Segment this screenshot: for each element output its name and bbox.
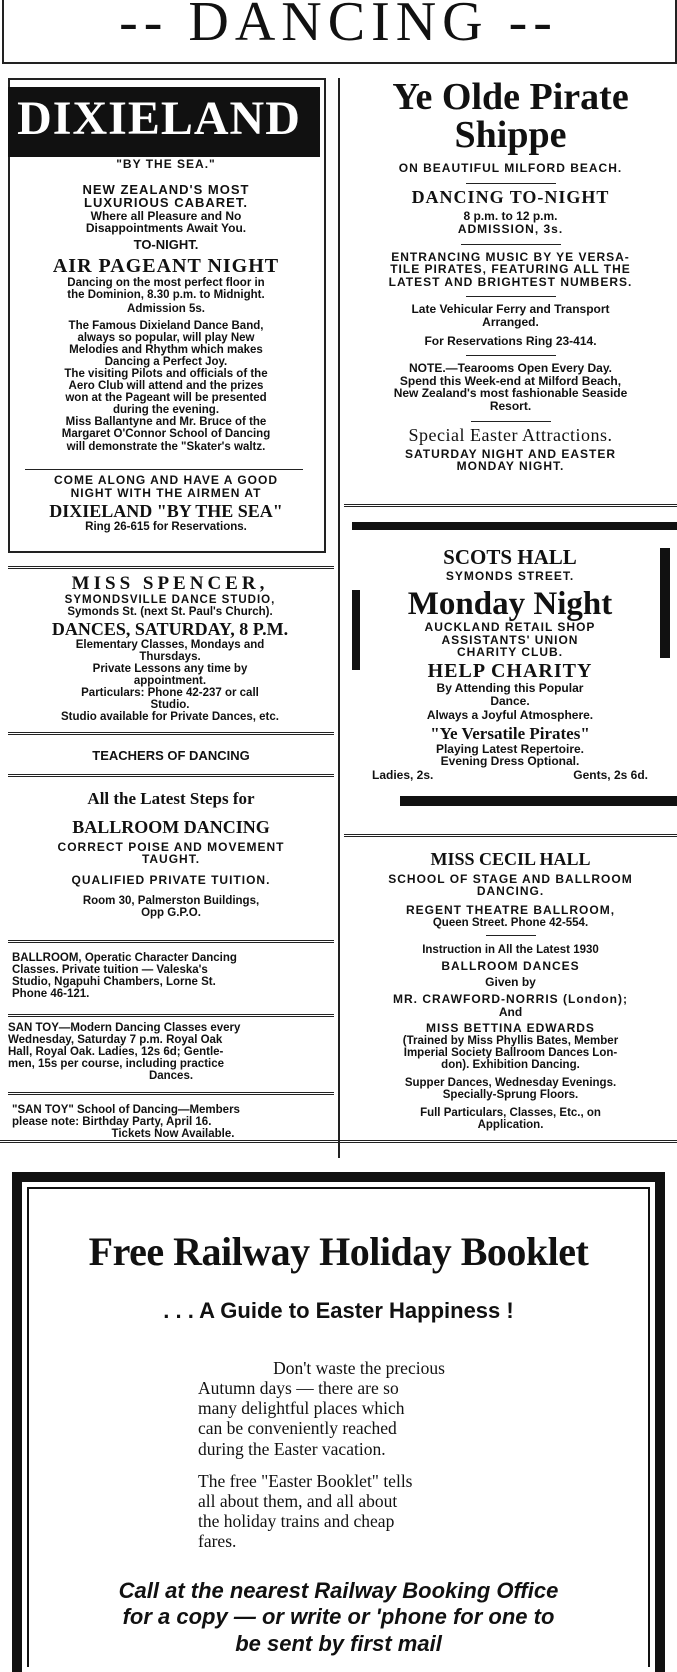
santoy-ad [8, 1022, 334, 1082]
dixieland-intro-2: LUXURIOUS CABARET. [84, 195, 248, 211]
railway-title: Free Railway Holiday Booklet [88, 1229, 589, 1274]
cecil-school-1: SCHOOL OF STAGE AND BALLROOM [388, 871, 633, 886]
scots-border-left [352, 590, 360, 670]
pirate-note-4: Resort. [489, 399, 532, 414]
rule-teachers-top [8, 732, 334, 735]
teachers-ad [8, 790, 334, 919]
spencer-line-6: Studio. [150, 699, 190, 712]
pirate-special: Special Easter Attractions. [408, 424, 613, 445]
santoy-line-4: men, 15s per course, including practice [8, 1058, 225, 1071]
railway-body [198, 1358, 500, 1551]
cecil-school-2: DANCING. [476, 884, 545, 899]
pirate-ferry-2: Arranged. [482, 315, 539, 330]
dixieland-details-2: the Dominion, 8.30 p.m. to Midnight. [67, 288, 265, 301]
scots-help: HELP CHARITY [427, 660, 593, 683]
pirate-note-2: Spend this Week-end at Milford Beach, [399, 373, 622, 388]
pirate-music-1: ENTRANCING MUSIC BY YE VERSA- [391, 249, 630, 264]
scots-repertoire-2: Evening Dress Optional. [440, 754, 580, 769]
dixieland-pilots-1: The visiting Pilots and officials of the [64, 368, 268, 381]
dixieland-event: AIR PAGEANT NIGHT [52, 254, 280, 277]
cecil-trained-3: don). Exhibition Dancing. [441, 1058, 580, 1071]
santoy2-line-2: please note: Birthday Party, April 16. [12, 1116, 212, 1129]
cecil-full-2: Application. [477, 1119, 544, 1132]
dixieland-ballantyne-1: Miss Ballantyne and Mr. Bruce of the [65, 416, 267, 429]
spencer-studio: SYMONDSVILLE DANCE STUDIO, [64, 593, 276, 606]
railway-p2-2: all about them, and all about [198, 1490, 398, 1511]
dixieland-band-2: always so popular, will play New [77, 331, 255, 344]
dixieland-intro-4: Disappointments Await You. [85, 221, 247, 236]
dixieland-intro-1: NEW ZEALAND'S MOST [82, 181, 250, 197]
dixieland-come-2: NIGHT WITH THE AIRMEN AT [70, 485, 262, 500]
pirate-nights-2: MONDAY NIGHT. [456, 459, 565, 474]
railway-p1-2: Autumn days — there are so [198, 1378, 399, 1399]
scots-border-right [660, 548, 670, 658]
railway-subtitle: . . . A Guide to Easter Happiness ! [163, 1298, 514, 1323]
spencer-dances: DANCES, SATURDAY, 8 P.M. [51, 619, 289, 640]
santoy-line-3: Hall, Royal Oak. Ladies, 12s 6d; Gentle- [8, 1046, 224, 1059]
ballroom-line-3: Studio, Ngapuhi Chambers, Lorne St. [12, 976, 216, 989]
scots-hall: SCOTS HALL [443, 545, 577, 569]
column-divider [338, 78, 340, 1158]
dixieland-tagline: "BY THE SEA." [116, 157, 216, 171]
railway-call-1: Call at the nearest Railway Booking Office [118, 1578, 559, 1603]
pirate-nights-1: SATURDAY NIGHT AND EASTER [404, 446, 617, 461]
cecil-supper-1: Supper Dances, Wednesday Evenings. [404, 1076, 617, 1089]
dixieland-band-1: The Famous Dixieland Dance Band, [68, 319, 264, 332]
railway-call-2: for a copy — or write or 'phone for one to [122, 1604, 555, 1630]
teachers-line-3a: CORRECT POISE AND MOVEMENT [57, 839, 285, 854]
pirate-title-1: Ye Olde Pirate [392, 76, 629, 118]
pirate-note-1: NOTE.—Tearooms Open Every Day. [409, 361, 612, 376]
rule-scots-top [344, 504, 677, 507]
dixieland-tonight: TO-NIGHT. [133, 237, 199, 253]
dixieland-venue: DIXIELAND "BY THE SEA" [49, 501, 283, 522]
pirate-dancing: DANCING TO-NIGHT [411, 186, 610, 207]
dixieland-details-1: Dancing on the most perfect floor in [67, 276, 265, 289]
pirate-ferry-1: Late Vehicular Ferry and Transport [411, 302, 610, 317]
santoy2-ad [12, 1104, 334, 1140]
railway-p1-1: Don't waste the precious [273, 1358, 445, 1378]
teachers-line-5b: Opp G.P.O. [141, 906, 201, 919]
railway-p1-4: can be conveniently reached [198, 1418, 397, 1439]
rule-santoy-top [8, 1014, 334, 1017]
scots-attend-1: By Attending this Popular [436, 681, 584, 696]
spencer-line-7: Studio available for Private Dances, etc. [61, 711, 279, 724]
pirate-ad [344, 78, 677, 473]
scots-attend-2: Dance. [490, 693, 530, 708]
scots-street: SYMONDS STREET. [445, 569, 575, 584]
spencer-name: MISS SPENCER, [71, 573, 269, 594]
dixieland-band-4: Dancing a Perfect Joy. [104, 356, 228, 369]
santoy-line-5: Dances. [148, 1070, 194, 1083]
railway-p2-4: fares. [198, 1531, 237, 1551]
cecil-instruction: Instruction in All the Latest 1930 [422, 943, 599, 956]
cecil-crawford: MR. CRAWFORD-NORRIS (London); [393, 991, 628, 1006]
rule-teachers-mid [8, 774, 334, 777]
dixieland-ballantyne-2: Margaret O'Connor School of Dancing [61, 428, 271, 441]
cecil-given: Given by [485, 975, 536, 990]
scots-ad [360, 546, 660, 782]
dixieland-pilots-3: won at the Pageant will be presented [65, 392, 267, 405]
rule-santoy2-top [8, 1092, 334, 1095]
scots-repertoire-1: Playing Latest Repertoire. [435, 741, 585, 756]
dixieland-logo [8, 87, 320, 157]
pirate-title-2: Shippe [454, 114, 567, 156]
santoy2-line-3: Tickets Now Available. [111, 1128, 235, 1141]
dixieland-band-3: Melodies and Rhythm which makes [69, 344, 263, 357]
scots-border-bottom [400, 796, 677, 806]
ballroom-ad [12, 952, 334, 1000]
spencer-line-3: Private Lessons any time by [92, 663, 248, 676]
dixieland-ballantyne-3: will demonstrate the "Skater's waltz. [66, 440, 266, 453]
scots-pirates: "Ye Versatile Pirates" [430, 723, 590, 743]
dixieland-footer [10, 474, 322, 533]
dixieland-pilots-4: during the evening. [112, 404, 220, 417]
dixieland-come-1: COME ALONG AND HAVE A GOOD [54, 473, 278, 487]
spencer-line-5: Particulars: Phone 42-237 or call [81, 687, 259, 700]
dixieland-admission: Admission 5s. [127, 302, 205, 315]
cecil-theatre: REGENT THEATRE BALLROOM, [405, 903, 616, 918]
teachers-line-1: All the Latest Steps for [87, 789, 255, 808]
teachers-line-5a: Room 30, Palmerston Buildings, [82, 894, 260, 907]
ballroom-line-1: BALLROOM, Operatic Character Dancing [12, 952, 237, 964]
scots-border-top [352, 522, 677, 530]
dixieland-intro-3: Where all Pleasure and No [90, 208, 242, 223]
cecil-address: Queen Street. Phone 42-554. [432, 916, 589, 929]
cecil-ballroom: BALLROOM DANCES [441, 958, 580, 973]
railway-p2-1: The free "Easter Booklet" tells [198, 1470, 413, 1491]
cecil-trained-1: (Trained by Miss Phyllis Bates, Member [402, 1034, 619, 1047]
ballroom-line-2: Classes. Private tuition — Valeska's [12, 964, 208, 977]
pirate-music-2: TILE PIRATES, FEATURING ALL THE [390, 262, 631, 277]
spencer-line-4: appointment. [133, 675, 207, 688]
cecil-bettina: MISS BETTINA EDWARDS [426, 1021, 595, 1036]
cecil-full-1: Full Particulars, Classes, Etc., on [420, 1107, 601, 1120]
dixieland-divider [25, 469, 303, 470]
rule-ballroom-top [8, 940, 334, 943]
scots-club-3: CHARITY CLUB. [456, 645, 564, 660]
pirate-note-3: New Zealand's most fashionable Seaside [393, 386, 628, 401]
santoy-line-1: SAN TOY—Modern Dancing Classes every [8, 1022, 241, 1034]
spencer-line-2: Thursdays. [139, 651, 201, 664]
spencer-ad [6, 574, 334, 723]
pirate-location: ON BEAUTIFUL MILFORD BEACH. [398, 161, 623, 175]
scots-joyful: Always a Joyful Atmosphere. [426, 708, 594, 723]
pirate-hours: 8 p.m. to 12 p.m. [463, 209, 558, 224]
rule-columns-bottom [0, 1140, 677, 1143]
cecil-supper-2: Specially-Sprung Floors. [442, 1089, 579, 1102]
cecil-ad [344, 850, 677, 1131]
cecil-name: MISS CECIL HALL [430, 849, 591, 869]
pirate-reservations: For Reservations Ring 23-414. [424, 333, 597, 348]
spencer-address: Symonds St. (next St. Paul's Church). [67, 606, 273, 618]
teachers-line-4: QUALIFIED PRIVATE TUITION. [71, 872, 271, 887]
scots-gents: Gents, 2s 6d. [573, 767, 648, 782]
rule-spencer-top [8, 566, 334, 569]
santoy2-line-1: "SAN TOY" School of Dancing—Members [12, 1104, 240, 1116]
teachers-line-3b: TAUGHT. [141, 852, 201, 867]
cecil-and: And [498, 1004, 523, 1019]
rule-cecil-top [344, 834, 677, 837]
railway-p2-3: the holiday trains and cheap [198, 1510, 395, 1531]
teachers-heading: TEACHERS OF DANCING [92, 748, 250, 763]
dixieland-body [10, 158, 322, 453]
railway-call-3: be sent by first mail [235, 1630, 442, 1656]
scots-club-1: AUCKLAND RETAIL SHOP [424, 620, 596, 635]
railway-p1-5: during the Easter vacation. [198, 1438, 386, 1459]
santoy-line-2: Wednesday, Saturday 7 p.m. Royal Oak [8, 1034, 223, 1047]
page-title: -- DANCING -- [119, 0, 558, 53]
railway-p1-3: many delightful places which [198, 1398, 405, 1419]
scots-ladies: Ladies, 2s. [372, 767, 434, 782]
railway-call [30, 1578, 647, 1657]
spencer-line-1: Elementary Classes, Mondays and [75, 638, 265, 651]
scots-club-2: ASSISTANTS' UNION [441, 632, 579, 647]
dixieland-logo-text: DIXIELAND [17, 92, 301, 145]
pirate-music-3: LATEST AND BRIGHTEST NUMBERS. [388, 274, 633, 289]
dixieland-ring: Ring 26-615 for Reservations. [85, 521, 247, 534]
dixieland-pilots-2: Aero Club will attend and the prizes [68, 380, 264, 393]
ballroom-line-4: Phone 46-121. [12, 988, 90, 1001]
scots-monday: Monday Night [407, 585, 613, 622]
pirate-admission: ADMISSION, 3s. [457, 222, 564, 237]
teachers-line-2: BALLROOM DANCING [72, 816, 270, 837]
cecil-trained-2: Imperial Society Ballroom Dances Lon- [403, 1046, 618, 1059]
